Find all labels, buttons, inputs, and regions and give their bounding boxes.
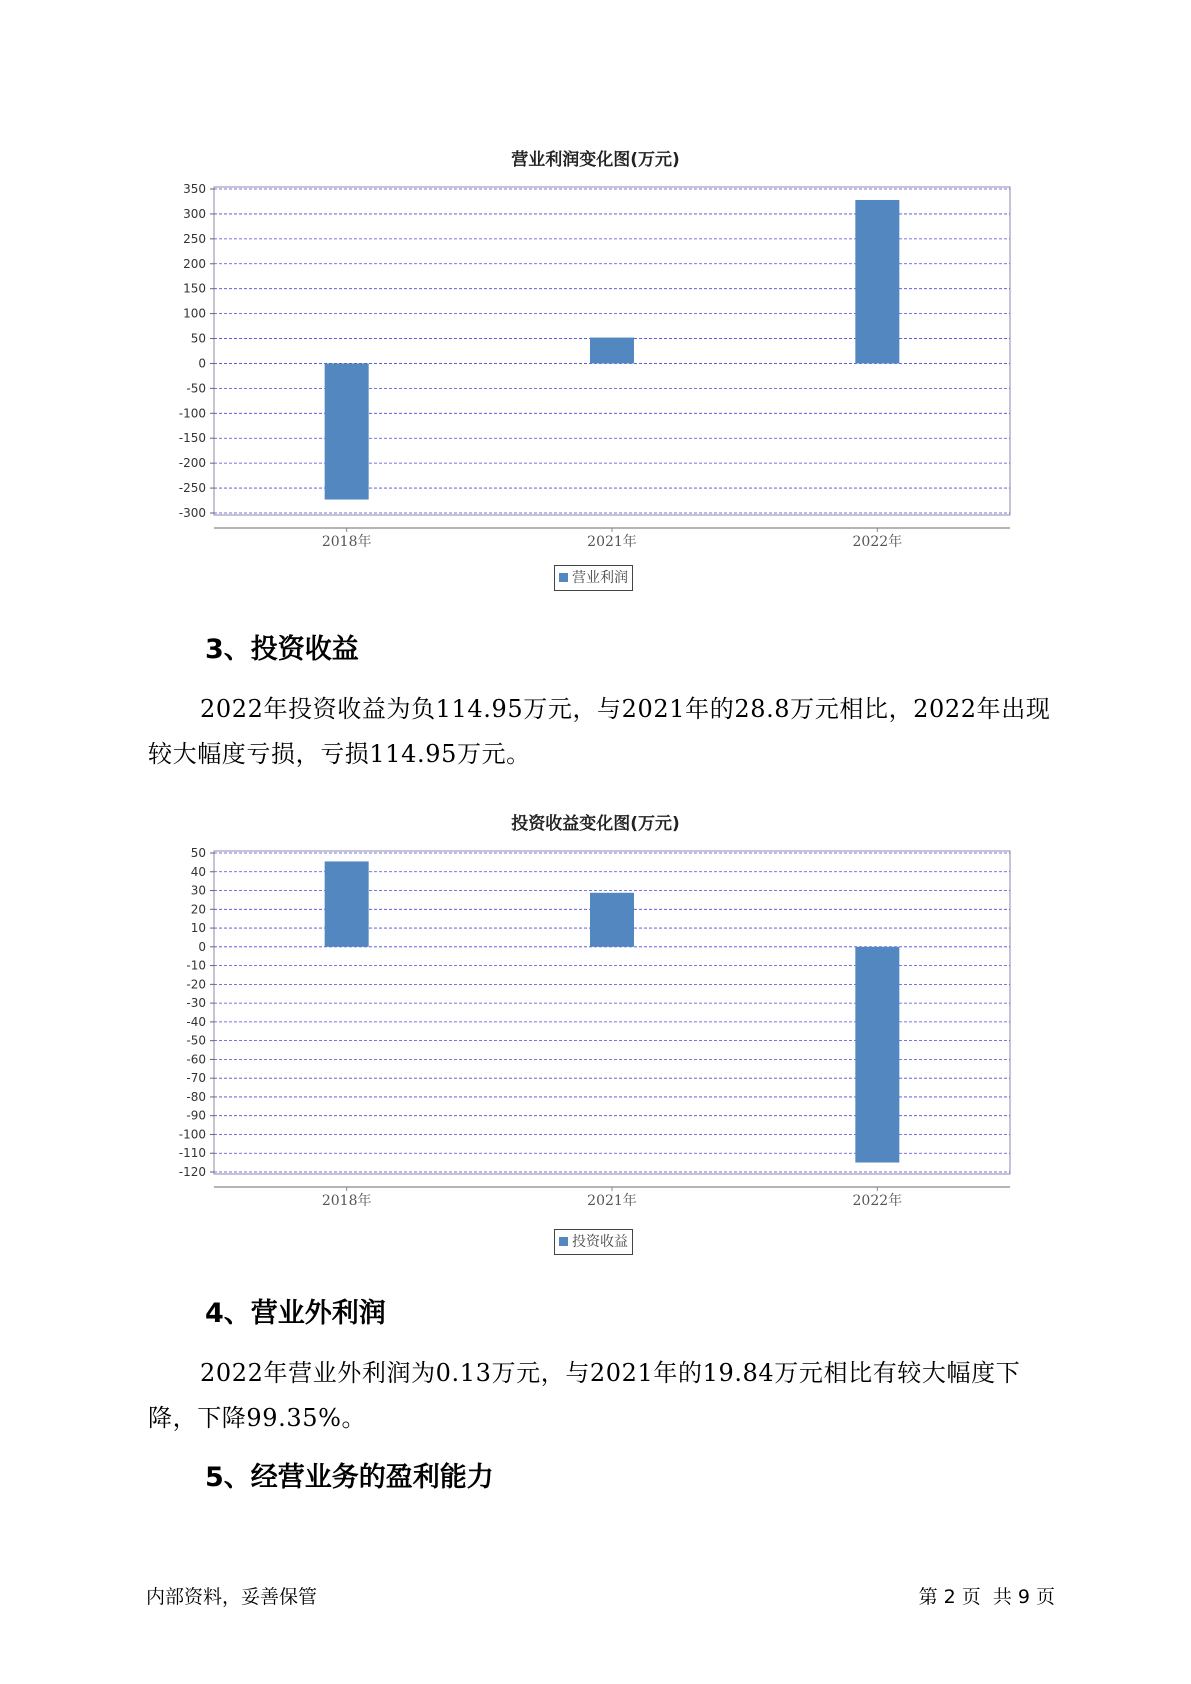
section-heading-operating-profitability: 5、经营业务的盈利能力 (205, 1462, 494, 1493)
bar-2022年 (855, 947, 899, 1163)
chart-title-investment-income: 投资收益变化图(万元) (511, 814, 680, 834)
y-tick-label: 250 (183, 231, 206, 246)
y-tick-label: -250 (178, 481, 206, 496)
y-tick-label: 50 (190, 331, 206, 346)
y-tick-label: 150 (183, 281, 206, 296)
y-tick-label: -100 (178, 406, 206, 421)
paragraph-investment-income: 2022年投资收益为负114.95万元，与2021年的28.8万元相比，2022年出现较大幅度亏损，亏损114.95万元。 (148, 695, 1051, 768)
y-tick-label: -150 (178, 431, 206, 446)
y-tick-label: 350 (183, 182, 206, 196)
y-tick-label: -120 (178, 1165, 206, 1179)
y-tick-label: -40 (186, 1014, 206, 1029)
x-tick-label: 2018年 (321, 534, 372, 550)
y-tick-label: -110 (178, 1146, 206, 1161)
y-tick-label: 20 (190, 902, 206, 917)
bar-2021年 (590, 893, 634, 947)
y-tick-label: -50 (186, 1033, 206, 1048)
y-tick-label: 30 (190, 883, 206, 898)
x-tick-label: 2021年 (587, 1193, 637, 1209)
paragraph-non-operating-profit: 2022年营业外利润为0.13万元，与2021年的19.84万元相比有较大幅度下降，下降99.35%。 (148, 1359, 1021, 1432)
chart-title-operating-profit: 营业利润变化图(万元) (511, 150, 680, 170)
x-tick-label: 2021年 (587, 534, 637, 550)
section-heading-non-operating-profit: 4、营业外利润 (205, 1298, 386, 1329)
y-tick-label: 0 (198, 939, 206, 954)
y-tick-label: 100 (183, 306, 206, 321)
footer-page-number: 第 2 页 共 9 页 (918, 1586, 1055, 1608)
y-tick-label: 50 (190, 846, 206, 860)
y-tick-label: -10 (186, 958, 206, 973)
legend-label: 投资收益 (572, 1234, 628, 1250)
y-tick-label: -100 (178, 1127, 206, 1142)
legend-label: 营业利润 (572, 570, 628, 586)
y-tick-label: 10 (190, 921, 206, 936)
x-tick-label: 2018年 (321, 1193, 372, 1209)
chart-legend-investment-income (554, 1229, 633, 1255)
y-tick-label: -50 (186, 381, 206, 396)
y-tick-label: -30 (186, 996, 206, 1011)
y-tick-label: 0 (198, 356, 206, 371)
x-tick-label: 2022年 (852, 1193, 903, 1209)
y-tick-label: -80 (186, 1089, 206, 1104)
y-tick-label: -300 (178, 506, 206, 520)
y-tick-label: -60 (186, 1052, 206, 1067)
y-tick-label: 40 (190, 864, 206, 879)
y-tick-label: -20 (186, 977, 206, 992)
section-heading-investment-income: 3、投资收益 (205, 634, 359, 665)
legend-swatch (559, 1237, 568, 1246)
y-tick-label: -200 (178, 456, 206, 471)
y-tick-label: 200 (183, 256, 206, 271)
bar-2018年 (325, 861, 369, 946)
footer-confidential-note: 内部资料，妥善保管 (146, 1586, 318, 1608)
y-tick-label: -70 (186, 1071, 206, 1086)
x-tick-label: 2022年 (852, 534, 903, 550)
y-tick-label: 300 (183, 206, 206, 221)
y-tick-label: -90 (186, 1108, 206, 1123)
